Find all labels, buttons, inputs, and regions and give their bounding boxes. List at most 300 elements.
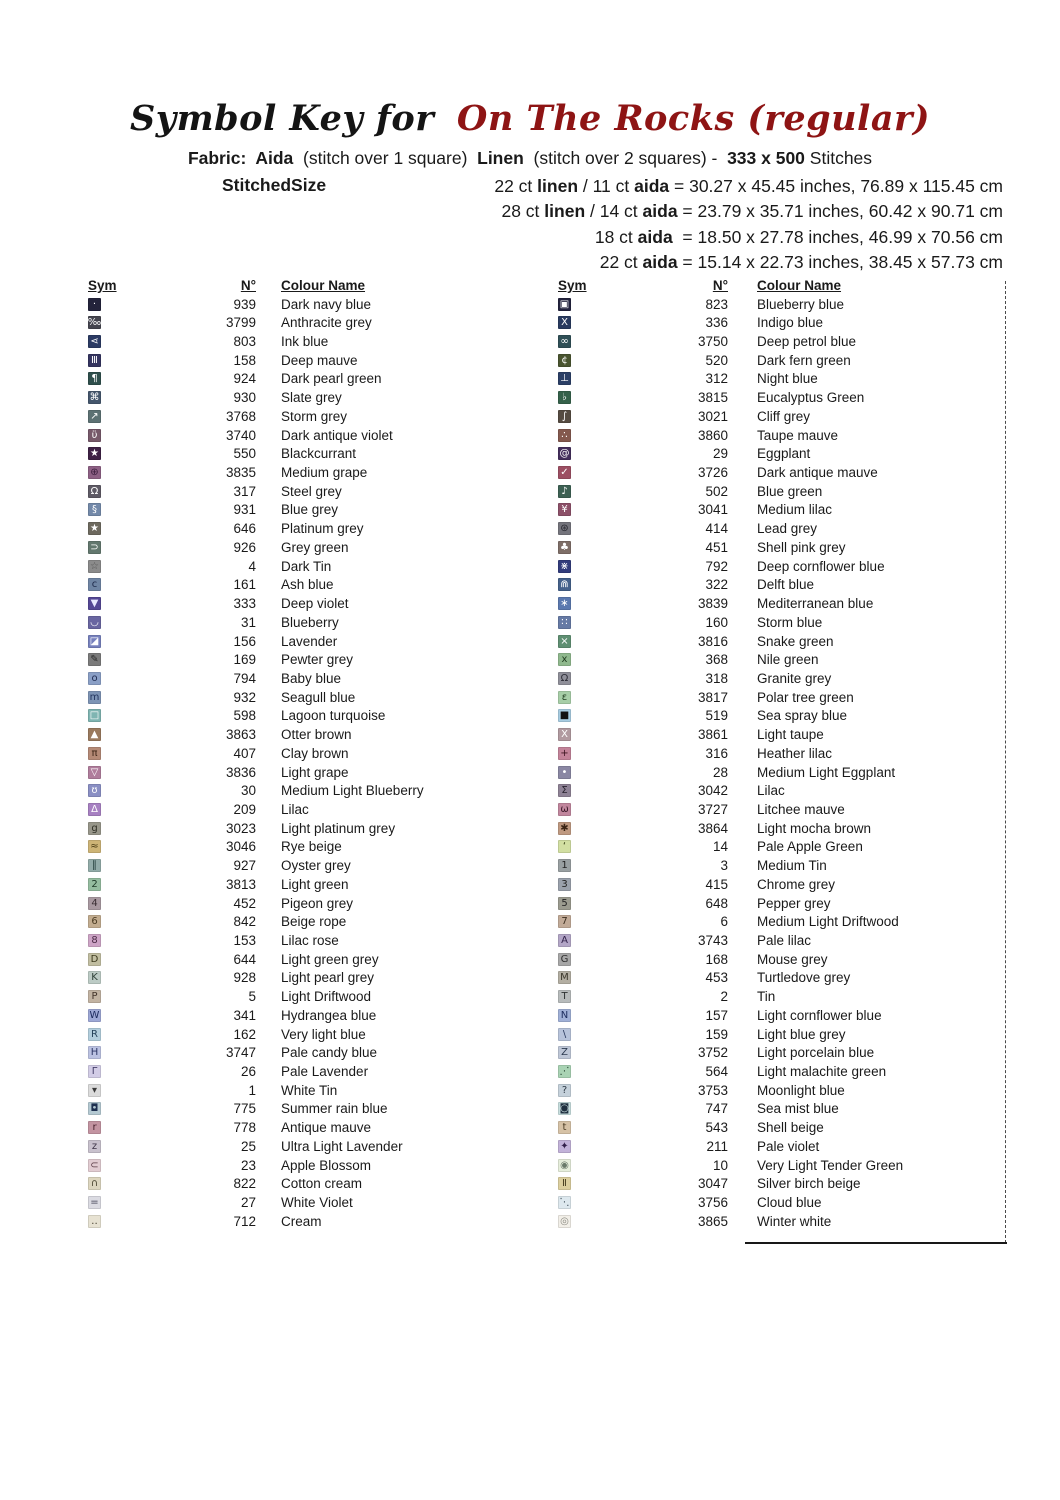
text-segment: 22 ct xyxy=(599,252,643,273)
symbol-swatch: t xyxy=(558,1121,571,1134)
floss-number: 644 xyxy=(233,951,256,967)
symbol-swatch: x xyxy=(558,653,571,666)
symbol-swatch: 7 xyxy=(558,915,571,928)
stitched-size-label: StitchedSize xyxy=(222,175,327,195)
symbol-swatch: 4 xyxy=(88,897,101,910)
text-segment: = 30.27 x 45.45 inches, 76.89 x 115.45 cm xyxy=(669,176,1003,196)
colour-name: Blackcurrant xyxy=(281,446,357,462)
table-row xyxy=(88,594,528,613)
text-segment: 28 ct xyxy=(501,201,545,222)
colour-name: Pepper grey xyxy=(757,895,831,911)
colour-name: Pale lilac xyxy=(757,933,812,949)
symbol-swatch: ▲ xyxy=(88,728,101,741)
symbol-swatch: • xyxy=(558,766,571,779)
symbol-swatch: Ω xyxy=(88,485,101,498)
colour-name: Storm blue xyxy=(757,614,823,630)
colour-name: Lilac rose xyxy=(281,933,339,949)
table-row xyxy=(558,370,998,389)
text-segment: (stitch over 1 square) xyxy=(293,148,478,168)
symbol-swatch: Z xyxy=(558,1046,571,1059)
table-row xyxy=(88,969,528,988)
table-row xyxy=(88,538,528,557)
symbol-swatch: + xyxy=(558,747,571,760)
floss-number: 317 xyxy=(233,483,256,499)
colour-name: Sea spray blue xyxy=(757,708,848,724)
floss-number: 23 xyxy=(240,1157,256,1173)
table-row xyxy=(88,426,528,445)
floss-number: 1 xyxy=(248,1082,256,1098)
table-row xyxy=(88,557,528,576)
symbol-swatch: ∷ xyxy=(558,616,571,629)
colour-name: Otter brown xyxy=(281,727,352,743)
colour-name: Ultra Light Lavender xyxy=(281,1138,403,1154)
symbol-swatch: ◉ xyxy=(558,1159,571,1172)
table-row xyxy=(88,482,528,501)
header-number: N° xyxy=(712,277,728,293)
text-segment: 18 ct xyxy=(594,226,638,247)
colour-name: Dark antique mauve xyxy=(757,465,878,481)
symbol-swatch: □ xyxy=(89,710,100,722)
symbol-swatch: M xyxy=(558,971,571,984)
floss-number: 931 xyxy=(233,502,256,518)
symbol-swatch: ▼ xyxy=(88,597,101,610)
symbol-swatch: ★ xyxy=(88,447,101,460)
table-row xyxy=(88,501,528,520)
table-row xyxy=(88,1006,528,1025)
symbol-swatch: ¢ xyxy=(558,354,571,367)
symbol-swatch: Ω xyxy=(558,672,571,685)
table-row xyxy=(558,669,998,688)
floss-number: 162 xyxy=(233,1026,256,1042)
symbol-swatch: = xyxy=(88,1196,101,1209)
floss-number: 3863 xyxy=(225,727,256,743)
colour-name: Very light blue xyxy=(281,1026,366,1042)
symbol-swatch: ‰ xyxy=(88,317,101,329)
table-row xyxy=(558,838,998,857)
colour-name: Lilac xyxy=(757,783,785,799)
colour-name: Light Driftwood xyxy=(281,989,372,1005)
floss-number: 803 xyxy=(233,334,256,350)
floss-number: 775 xyxy=(233,1101,256,1117)
table-row xyxy=(88,1081,528,1100)
floss-number: 10 xyxy=(712,1157,728,1173)
floss-number: 3752 xyxy=(697,1045,728,1061)
header-number: N° xyxy=(240,277,256,293)
floss-number: 316 xyxy=(705,745,728,761)
table-row xyxy=(88,613,528,632)
floss-number: 3042 xyxy=(697,783,728,799)
colour-name: Lead grey xyxy=(757,521,818,537)
colour-name: Granite grey xyxy=(757,670,832,686)
symbol-swatch: ▾ xyxy=(88,1084,101,1097)
floss-number: 3861 xyxy=(697,727,728,743)
table-row xyxy=(558,688,998,707)
colour-name: White Violet xyxy=(281,1195,353,1211)
symbol-swatch: z xyxy=(88,1140,101,1153)
colour-name: Dark navy blue xyxy=(281,296,372,312)
floss-number: 451 xyxy=(705,539,728,555)
text-segment: Stitches xyxy=(804,148,873,168)
table-row xyxy=(88,1043,528,1062)
colour-name: Very Light Tender Green xyxy=(757,1157,904,1173)
symbol-swatch: ✓ xyxy=(558,466,571,479)
symbol-swatch: H xyxy=(88,1046,101,1059)
symbol-swatch: ★ xyxy=(88,522,101,535)
symbol-swatch: 1 xyxy=(558,859,571,872)
text-segment: = 18.50 x 27.78 inches, 46.99 x 70.56 cm xyxy=(672,226,1003,247)
colour-name: Anthracite grey xyxy=(281,315,372,331)
floss-number: 778 xyxy=(233,1120,256,1136)
table-row xyxy=(88,519,528,538)
symbol-swatch: ∫ xyxy=(558,410,571,423)
table-row xyxy=(558,632,998,651)
symbol-swatch: ʊ xyxy=(88,784,101,797)
symbol-swatch: Ⅲ xyxy=(88,354,101,367)
table-row xyxy=(88,894,528,913)
floss-number: 3021 xyxy=(697,408,728,424)
floss-number: 25 xyxy=(240,1138,256,1154)
table-row xyxy=(88,1156,528,1175)
colour-name: Cotton cream xyxy=(281,1176,363,1192)
symbol-swatch: × xyxy=(558,635,571,648)
symbol-swatch: 6 xyxy=(88,915,101,928)
colour-name: Deep mauve xyxy=(281,352,358,368)
table-row xyxy=(558,1118,998,1137)
table-row xyxy=(558,519,998,538)
floss-number: 646 xyxy=(233,521,256,537)
table-row xyxy=(558,781,998,800)
floss-number: 318 xyxy=(705,670,728,686)
table-row xyxy=(558,856,998,875)
table-row xyxy=(88,912,528,931)
colour-name: Pewter grey xyxy=(281,652,354,668)
table-row xyxy=(88,632,528,651)
header-colour-name: Colour Name xyxy=(281,277,366,293)
table-row xyxy=(558,351,998,370)
colour-name: Light cornflower blue xyxy=(757,1007,882,1023)
table-row xyxy=(558,613,998,632)
table-row xyxy=(558,557,998,576)
table-row xyxy=(558,1156,998,1175)
bold-text-segment: aida xyxy=(642,201,678,222)
table-row xyxy=(88,1193,528,1212)
symbol-swatch: X xyxy=(558,316,571,329)
colour-name: Light pearl grey xyxy=(281,970,375,986)
symbol-swatch: c xyxy=(88,578,101,591)
floss-number: 543 xyxy=(705,1120,728,1136)
bold-text-segment: aida xyxy=(642,252,678,273)
floss-number: 209 xyxy=(233,801,256,817)
symbol-swatch: ⌘ xyxy=(89,392,100,404)
floss-number: 3041 xyxy=(697,502,728,518)
colour-name: Medium grape xyxy=(281,465,368,481)
text-segment: 22 ct xyxy=(494,176,538,196)
table-row xyxy=(558,1212,998,1231)
colour-name: Shell beige xyxy=(757,1120,824,1136)
table-header-row xyxy=(558,276,998,295)
stitched-size-line xyxy=(0,225,1003,250)
table-right-border xyxy=(1005,281,1006,1243)
table-row xyxy=(558,987,998,1006)
floss-number: 30 xyxy=(240,783,256,799)
symbol-swatch: \ xyxy=(558,1028,571,1041)
colour-name: Polar tree green xyxy=(757,689,854,705)
colour-name: Platinum grey xyxy=(281,521,364,537)
text-segment: / 14 ct xyxy=(585,201,643,222)
symbol-swatch: R xyxy=(88,1028,101,1041)
symbol-swatch: ◪ xyxy=(89,635,100,647)
colour-name: Litchee mauve xyxy=(757,801,845,817)
symbol-swatch: ⊛ xyxy=(558,522,571,535)
floss-number: 3750 xyxy=(697,334,728,350)
colour-name: Dark pearl green xyxy=(281,371,382,387)
table-row xyxy=(88,688,528,707)
floss-number: 926 xyxy=(233,539,256,555)
symbol-swatch: ⊃ xyxy=(88,541,101,554)
symbol-swatch: ⊂ xyxy=(88,1159,101,1172)
symbol-swatch: ◎ xyxy=(558,1215,571,1228)
floss-number: 29 xyxy=(712,446,728,462)
symbol-swatch: W xyxy=(89,1009,100,1021)
floss-number: 153 xyxy=(233,933,256,949)
table-row xyxy=(558,501,998,520)
floss-number: 3 xyxy=(720,858,728,874)
colour-name: Heather lilac xyxy=(757,745,833,761)
colour-name: Ink blue xyxy=(281,334,329,350)
symbol-swatch: ⊥ xyxy=(558,372,571,385)
symbol-swatch: § xyxy=(88,503,101,516)
table-row xyxy=(88,669,528,688)
colour-name: Medium Light Eggplant xyxy=(757,764,896,780)
title-prefix: Symbol Key for xyxy=(129,98,435,139)
symbol-swatch: ⋱ xyxy=(559,1197,570,1209)
symbol-swatch: m xyxy=(89,691,100,703)
floss-number: 159 xyxy=(705,1026,728,1042)
bold-text-segment: linen xyxy=(537,176,579,196)
table-row xyxy=(88,1025,528,1044)
table-row xyxy=(558,332,998,351)
colour-name: Hydrangea blue xyxy=(281,1007,377,1023)
colour-name: Eggplant xyxy=(757,446,811,462)
symbol-swatch: Σ xyxy=(558,784,571,797)
floss-number: 3740 xyxy=(225,427,256,443)
colour-name: Sea mist blue xyxy=(757,1101,839,1117)
colour-name: Lilac xyxy=(281,801,309,817)
colour-name: Nile green xyxy=(757,652,819,668)
colour-name: Lagoon turquoise xyxy=(281,708,386,724)
symbol-swatch: π xyxy=(88,747,101,760)
floss-number: 794 xyxy=(233,670,256,686)
symbol-swatch: r xyxy=(88,1121,101,1134)
table-row xyxy=(558,650,998,669)
table-row xyxy=(88,351,528,370)
floss-number: 3816 xyxy=(697,633,728,649)
colour-name: Pale violet xyxy=(757,1138,820,1154)
floss-number: 3799 xyxy=(225,315,256,331)
table-row xyxy=(88,1175,528,1194)
symbol-swatch: ⋖ xyxy=(88,335,101,348)
bold-text-segment: aida xyxy=(634,176,670,196)
colour-name: Medium Light Driftwood xyxy=(757,914,899,930)
colour-name: Grey green xyxy=(281,539,349,555)
table-row xyxy=(558,538,998,557)
colour-name: Pigeon grey xyxy=(281,895,354,911)
floss-number: 3864 xyxy=(697,820,728,836)
floss-number: 453 xyxy=(705,970,728,986)
table-row xyxy=(558,1193,998,1212)
table-row xyxy=(88,800,528,819)
table-row xyxy=(558,1062,998,1081)
table-row xyxy=(558,407,998,426)
table-row xyxy=(88,407,528,426)
symbol-swatch: Ⅱ xyxy=(558,1177,571,1190)
floss-number: 168 xyxy=(705,951,728,967)
colour-name: Shell pink grey xyxy=(757,539,846,555)
floss-number: 3865 xyxy=(697,1213,728,1229)
symbol-swatch: ∩ xyxy=(88,1177,101,1190)
symbol-swatch: ? xyxy=(558,1084,571,1097)
colour-name: Mediterranean blue xyxy=(757,596,874,612)
table-row xyxy=(558,931,998,950)
text-segment: / 11 ct xyxy=(578,176,635,196)
floss-number: 3836 xyxy=(225,764,256,780)
symbol-swatch: ¥ xyxy=(558,503,571,516)
symbol-swatch: X xyxy=(558,728,571,741)
floss-number: 341 xyxy=(233,1007,256,1023)
floss-number: 3747 xyxy=(225,1045,256,1061)
table-row xyxy=(558,1006,998,1025)
floss-number: 3753 xyxy=(697,1082,728,1098)
table-row xyxy=(558,912,998,931)
symbol-key-table-right xyxy=(558,276,998,1231)
symbol-swatch: ↗ xyxy=(88,410,101,423)
table-row xyxy=(558,1100,998,1119)
symbol-swatch: · xyxy=(88,298,101,311)
table-header-row xyxy=(88,276,528,295)
symbol-swatch: g xyxy=(88,822,101,835)
table-bottom-border xyxy=(745,1242,1007,1244)
colour-name: Baby blue xyxy=(281,670,342,686)
colour-name: Light taupe xyxy=(757,727,824,743)
table-row xyxy=(558,875,998,894)
symbol-swatch: A xyxy=(558,934,571,947)
colour-name: Cliff grey xyxy=(757,408,811,424)
table-row xyxy=(88,838,528,857)
colour-name: Pale candy blue xyxy=(281,1045,378,1061)
table-row xyxy=(558,763,998,782)
floss-number: 747 xyxy=(705,1101,728,1117)
colour-name: Rye beige xyxy=(281,839,342,855)
floss-number: 932 xyxy=(233,689,256,705)
colour-name: Dark fern green xyxy=(757,352,851,368)
symbol-swatch: ∗ xyxy=(558,597,571,610)
colour-name: Blueberry xyxy=(281,614,339,630)
table-row xyxy=(88,950,528,969)
table-row xyxy=(88,819,528,838)
table-row xyxy=(88,987,528,1006)
table-row xyxy=(558,894,998,913)
fabric-info-line xyxy=(0,148,1060,169)
table-row xyxy=(558,1137,998,1156)
symbol-swatch: o xyxy=(88,672,101,685)
page-title xyxy=(0,98,1060,139)
symbol-swatch: 3 xyxy=(558,878,571,891)
table-row xyxy=(88,781,528,800)
symbol-swatch: ≈ xyxy=(88,840,101,853)
floss-number: 160 xyxy=(705,614,728,630)
table-row xyxy=(88,1137,528,1156)
floss-number: 930 xyxy=(233,390,256,406)
floss-number: 3813 xyxy=(225,876,256,892)
symbol-swatch: ✎ xyxy=(88,653,101,666)
colour-name: Seagull blue xyxy=(281,689,356,705)
symbol-swatch: ◘ xyxy=(88,1102,101,1115)
colour-name: Clay brown xyxy=(281,745,349,761)
colour-name: Light blue grey xyxy=(757,1026,846,1042)
floss-number: 5 xyxy=(248,989,256,1005)
stitched-size-line xyxy=(0,250,1003,275)
table-row xyxy=(88,370,528,389)
table-row xyxy=(88,388,528,407)
floss-number: 648 xyxy=(705,895,728,911)
table-row xyxy=(88,295,528,314)
table-row xyxy=(558,707,998,726)
table-row xyxy=(88,725,528,744)
table-row xyxy=(558,313,998,332)
symbol-swatch: 8 xyxy=(88,934,101,947)
table-row xyxy=(88,707,528,726)
colour-name: Slate grey xyxy=(281,390,342,406)
colour-name: Mouse grey xyxy=(757,951,828,967)
floss-number: 27 xyxy=(240,1195,256,1211)
table-row xyxy=(88,744,528,763)
table-row xyxy=(558,800,998,819)
colour-name: Light malachite green xyxy=(757,1064,887,1080)
symbol-swatch: D xyxy=(88,953,101,966)
floss-number: 6 xyxy=(720,914,728,930)
symbol-swatch: Δ xyxy=(88,803,101,816)
table-row xyxy=(88,1100,528,1119)
floss-number: 520 xyxy=(705,352,728,368)
colour-name: Beige rope xyxy=(281,914,347,930)
symbol-swatch: ◙ xyxy=(559,1103,570,1115)
floss-number: 3815 xyxy=(697,390,728,406)
table-row xyxy=(88,763,528,782)
floss-number: 322 xyxy=(705,577,728,593)
symbol-swatch: ∴ xyxy=(558,429,571,442)
table-row xyxy=(558,576,998,595)
symbol-swatch: ☆ xyxy=(88,560,101,573)
symbol-swatch: ‥ xyxy=(88,1215,101,1228)
symbol-swatch: G xyxy=(558,953,571,966)
floss-number: 336 xyxy=(705,315,728,331)
bold-text-segment: Linen xyxy=(477,148,524,168)
symbol-swatch: N xyxy=(558,1009,571,1022)
symbol-swatch: P xyxy=(88,990,101,1003)
colour-name: Indigo blue xyxy=(757,315,824,331)
colour-name: Taupe mauve xyxy=(757,427,839,443)
floss-number: 161 xyxy=(233,577,256,593)
floss-number: 928 xyxy=(233,970,256,986)
colour-name: Deep violet xyxy=(281,596,349,612)
table-row xyxy=(558,444,998,463)
table-row xyxy=(88,931,528,950)
stitched-size-lines xyxy=(0,174,1003,276)
floss-number: 157 xyxy=(705,1007,728,1023)
symbol-swatch: 2 xyxy=(88,878,101,891)
floss-number: 415 xyxy=(705,876,728,892)
floss-number: 519 xyxy=(705,708,728,724)
